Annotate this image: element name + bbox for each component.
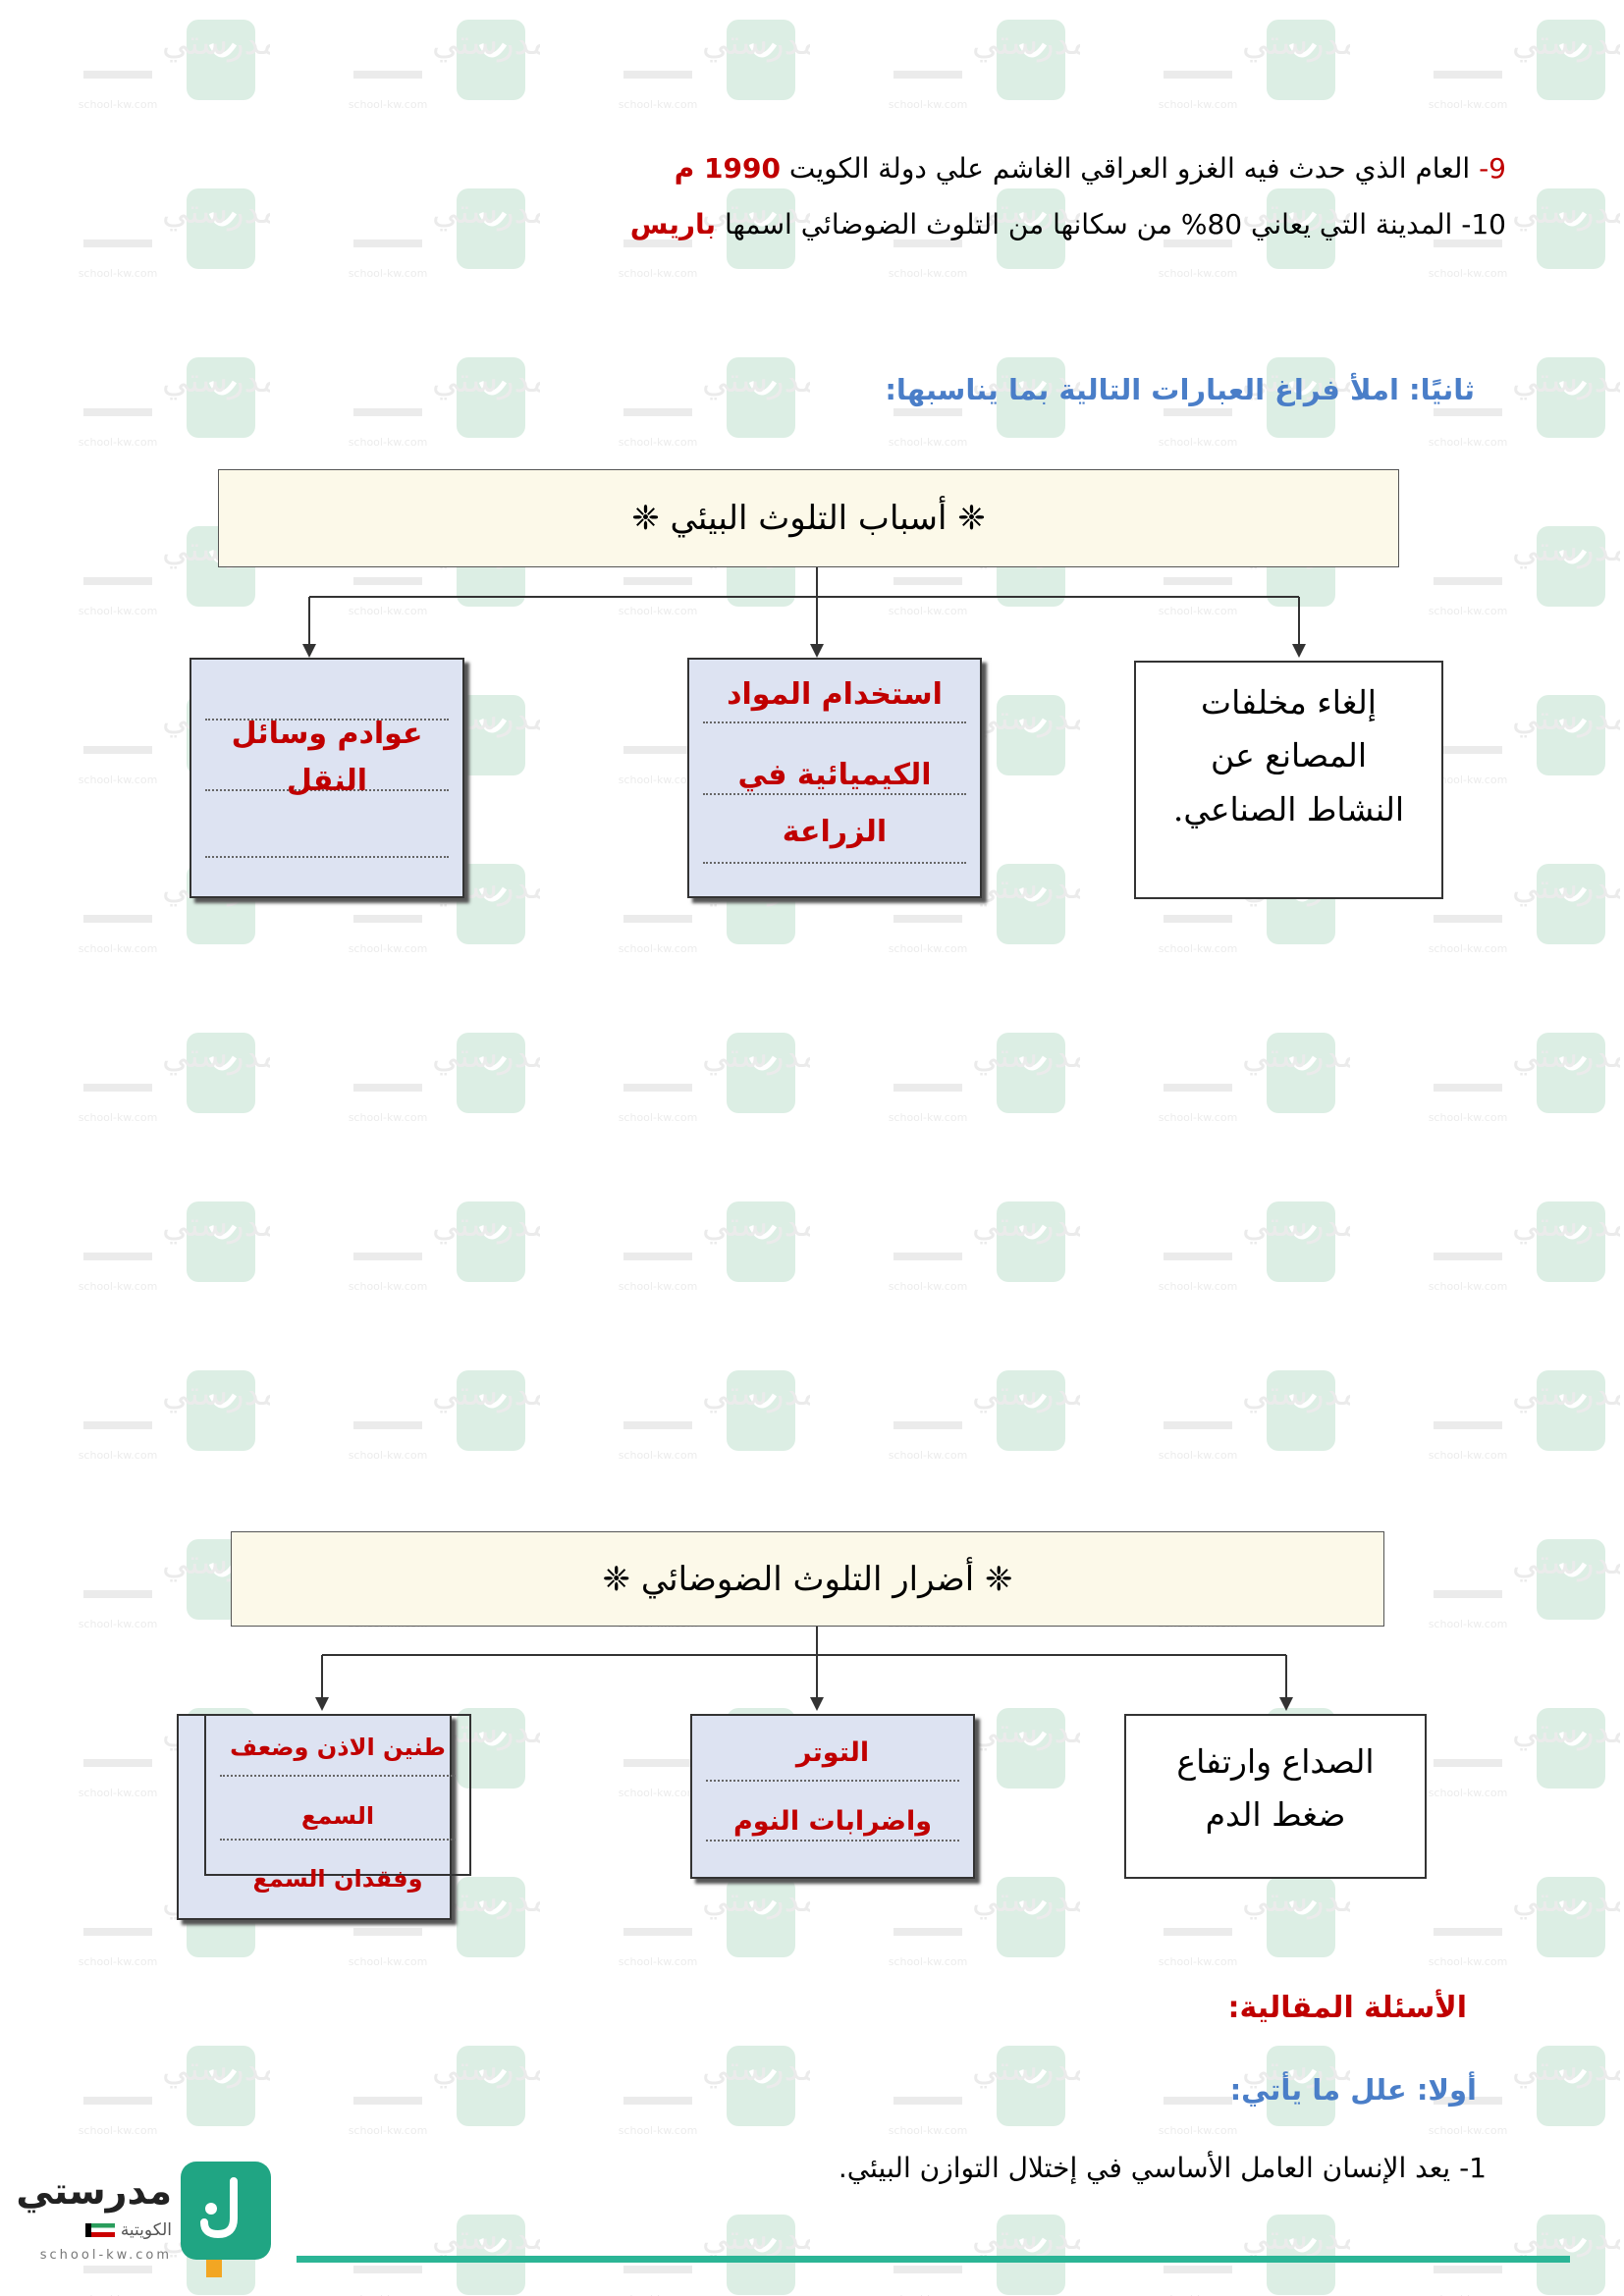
item-number: 9-	[1479, 152, 1506, 185]
answer-line	[706, 1840, 959, 1842]
section2-heading: ثانيًا: املأ فراغ العبارات التالية بما يناسبها:	[885, 373, 1475, 406]
diagram2-answer-box-middle	[690, 1714, 975, 1879]
logo-url: school-kw.com	[39, 2248, 172, 2263]
diagram1-given-box	[1134, 661, 1443, 899]
footer-line	[297, 2256, 1570, 2263]
logo-name: مدرستي	[16, 2169, 172, 2213]
answer-text: السمع	[300, 1802, 375, 1830]
answer-line	[706, 1780, 959, 1782]
logo-sub-text: الكويتية	[120, 2220, 172, 2240]
answer-text: عوادم وسائل	[231, 717, 423, 751]
answer-line	[220, 1775, 456, 1777]
answer-text: طنين الاذن وضعف	[230, 1734, 446, 1761]
item-answer: 1990 م	[674, 152, 781, 185]
logo-badge-icon	[177, 2158, 275, 2280]
given-line: الصداع وارتفاع	[1176, 1742, 1375, 1781]
answer-text: النقل	[286, 764, 368, 798]
kuwait-flag-icon	[85, 2223, 115, 2237]
answer-line	[205, 856, 449, 858]
item-text: المدينة التي يعاني 80% من سكانها من التلوث الضوضائي اسمها	[724, 208, 1453, 240]
essay-subheading: أولا: علل ما يأتي:	[1229, 2073, 1477, 2107]
item-text: يعد الإنسان العامل الأساسي في إختلال التوازن البيئي.	[838, 2152, 1451, 2184]
answer-text: الكيميائية في	[737, 758, 932, 792]
footer-logo	[16, 2158, 285, 2285]
answer-text: واضرابات النوم	[732, 1806, 933, 1837]
diagram2-title: ❈ أضرار التلوث الضوضائي ❈	[602, 1559, 1013, 1599]
diagram1-title: ❈ أسباب التلوث البيئي ❈	[631, 499, 986, 538]
essay-heading: الأسئلة المقالية:	[1227, 1991, 1467, 2025]
answer-line	[703, 793, 966, 795]
diagram2-title-box	[231, 1531, 1384, 1627]
diagram2-given-box	[1124, 1714, 1427, 1879]
diagram2-answer-box-left	[204, 1714, 471, 1893]
answer-text: وفقدان السمع	[252, 1865, 423, 1893]
item-number: 10-	[1461, 208, 1506, 240]
diagram1-title-box	[218, 469, 1399, 567]
answer-text: استخدام المواد	[727, 677, 943, 712]
answer-text: الزراعة	[782, 815, 888, 849]
given-line: ضغط الدم	[1205, 1795, 1346, 1835]
given-line: المصانع عن	[1210, 736, 1368, 775]
logo-subtitle	[85, 2220, 172, 2240]
given-line: إلغاء مخلفات	[1201, 683, 1377, 721]
diagram1-answer-box-middle	[687, 658, 982, 898]
item-number: 1-	[1459, 2152, 1487, 2184]
answer-line	[703, 862, 966, 864]
diagram1-answer-box-left	[189, 658, 464, 898]
item-text: العام الذي حدث فيه الغزو العراقي الغاشم علي دولة الكويت	[788, 152, 1471, 185]
item-answer: باريس	[629, 208, 717, 240]
answer-text: التوتر	[795, 1737, 870, 1768]
diagram1-connectors	[0, 0, 1624, 687]
answer-line	[220, 1839, 456, 1841]
given-line: النشاط الصناعي.	[1172, 789, 1405, 828]
answer-line	[703, 721, 966, 723]
essay-item-1	[839, 2152, 1487, 2184]
